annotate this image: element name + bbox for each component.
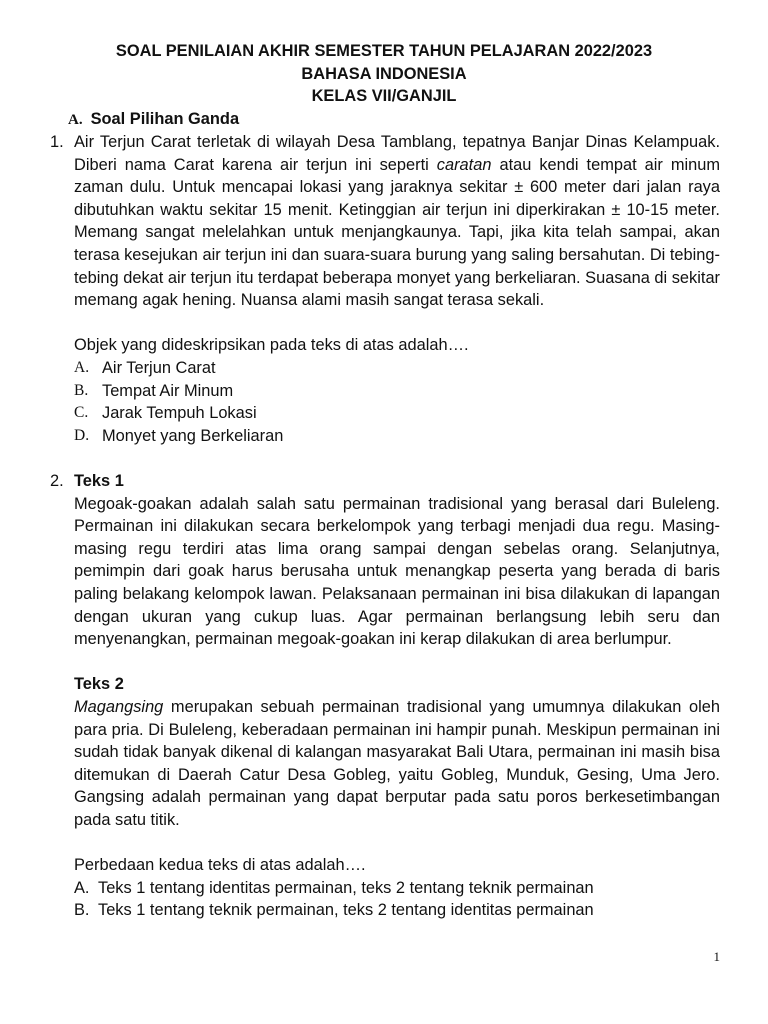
option-letter: B.: [74, 381, 89, 399]
option-letter: A.: [74, 358, 90, 376]
question-1: [50, 131, 720, 447]
page-number: 1: [713, 949, 720, 964]
question-number: 1.: [50, 133, 64, 151]
text-1-body: Megoak-goakan adalah salah satu permainan tradisional yang berasal dari Buleleng. Permainan ini dilakukan secara berkelompok yang terbagi menjadi dua regu. Masing-masing regu terdiri atas lima orang sampai dengan sebelas orang. Selanjutnya, pemimpin dari goak harus berusaha untuk menangkap peserta yang berada di baris paling belakang kelompok lawan. Pelaksanaan permainan ini bisa dilakukan di lapangan dengan ukuran yang cukup luas. Agar permainan berlangsung lebih seru dan menyenangkan, permainan megoak-goakan ini kerap dilakukan di area berlumpur.: [74, 494, 720, 649]
option-text: Teks 1 tentang identitas permainan, teks 2 tentang teknik permainan: [98, 878, 594, 897]
passage-text: merupakan sebuah permainan tradisional yang umumnya dilakukan oleh para pria. Di Buleleng, keberadaan permainan ini hampir punah. Meskipun permainan ini sudah tidak banyak dikenal di kalangan masyarakat Bali Utara, permainan ini masih bisa ditemukan di Daerah Catur Desa Gobleg, yaitu Gobleg, Munduk, Gesing, Uma Jero. Gangsing adalah permainan yang dapat berputar pada satu poros berkesetimbangan pada satu titik.: [74, 697, 720, 829]
option-letter: D.: [74, 426, 90, 444]
header-class: KELAS VII/GANJIL: [311, 87, 457, 106]
option-b[interactable]: [74, 380, 720, 403]
text-1-title: Teks 1: [74, 472, 124, 490]
text-2-body: [74, 696, 720, 832]
question-1-passage: [74, 131, 720, 312]
header-subject: BAHASA INDONESIA: [301, 64, 467, 83]
option-text: Jarak Tempuh Lokasi: [102, 404, 257, 423]
option-b[interactable]: [74, 899, 720, 922]
option-d[interactable]: [74, 425, 720, 448]
option-text: Teks 1 tentang teknik permainan, teks 2 tentang identitas permainan: [98, 901, 594, 920]
option-letter: C.: [74, 404, 89, 422]
question-1-prompt: Objek yang dideskripsikan pada teks di atas adalah….: [74, 336, 469, 355]
passage-italic-term: caratan: [436, 155, 492, 174]
text-2-title: Teks 2: [74, 675, 124, 694]
text-2-italic-term: Magangsing: [74, 697, 164, 716]
section-letter: A.: [68, 112, 83, 128]
question-number: 2.: [50, 472, 64, 490]
option-text: Air Terjun Carat: [102, 358, 216, 377]
option-a[interactable]: [74, 877, 720, 900]
question-2-prompt: Perbedaan kedua teks di atas adalah….: [74, 856, 366, 875]
passage-text: Air Terjun Carat terletak di wilayah Desa Tamblang, tepatnya Banjar Dinas Kelampuak. Diberi nama Carat karena air terjun ini seperti: [74, 133, 720, 174]
option-c[interactable]: [74, 402, 720, 425]
question-2: [50, 470, 720, 922]
passage-text: atau kendi tempat air minum zaman dulu. Untuk mencapai lokasi yang jaraknya sekitar ± 600 meter dari jalan raya dibutuhkan waktu sekitar 15 menit. Ketinggian air terjun ini diperkirakan ± 10-15 meter. Memang sangat melelahkan untuk menjangkaunya. Tapi, jika kita telah sampai, akan terasa kesejukan air terjun ini dan suara-suara burung yang saling bersahutan. Di tebing-tebing dekat air terjun itu terdapat beberapa monyet yang berkeliaran. Suasana di sekitar memang agak hening. Nuansa alami masih sangat terasa sekali.: [74, 155, 721, 310]
document-header: [0, 40, 768, 108]
option-text: Monyet yang Berkeliaran: [102, 426, 284, 445]
option-text: Tempat Air Minum: [102, 381, 234, 400]
section-title: [68, 108, 239, 132]
option-a[interactable]: [74, 357, 720, 380]
option-letter: A.: [74, 878, 90, 897]
section-label: Soal Pilihan Ganda: [90, 110, 240, 128]
header-title: SOAL PENILAIAN AKHIR SEMESTER TAHUN PELAJARAN 2022/2023: [115, 42, 653, 60]
option-letter: B.: [74, 901, 90, 920]
